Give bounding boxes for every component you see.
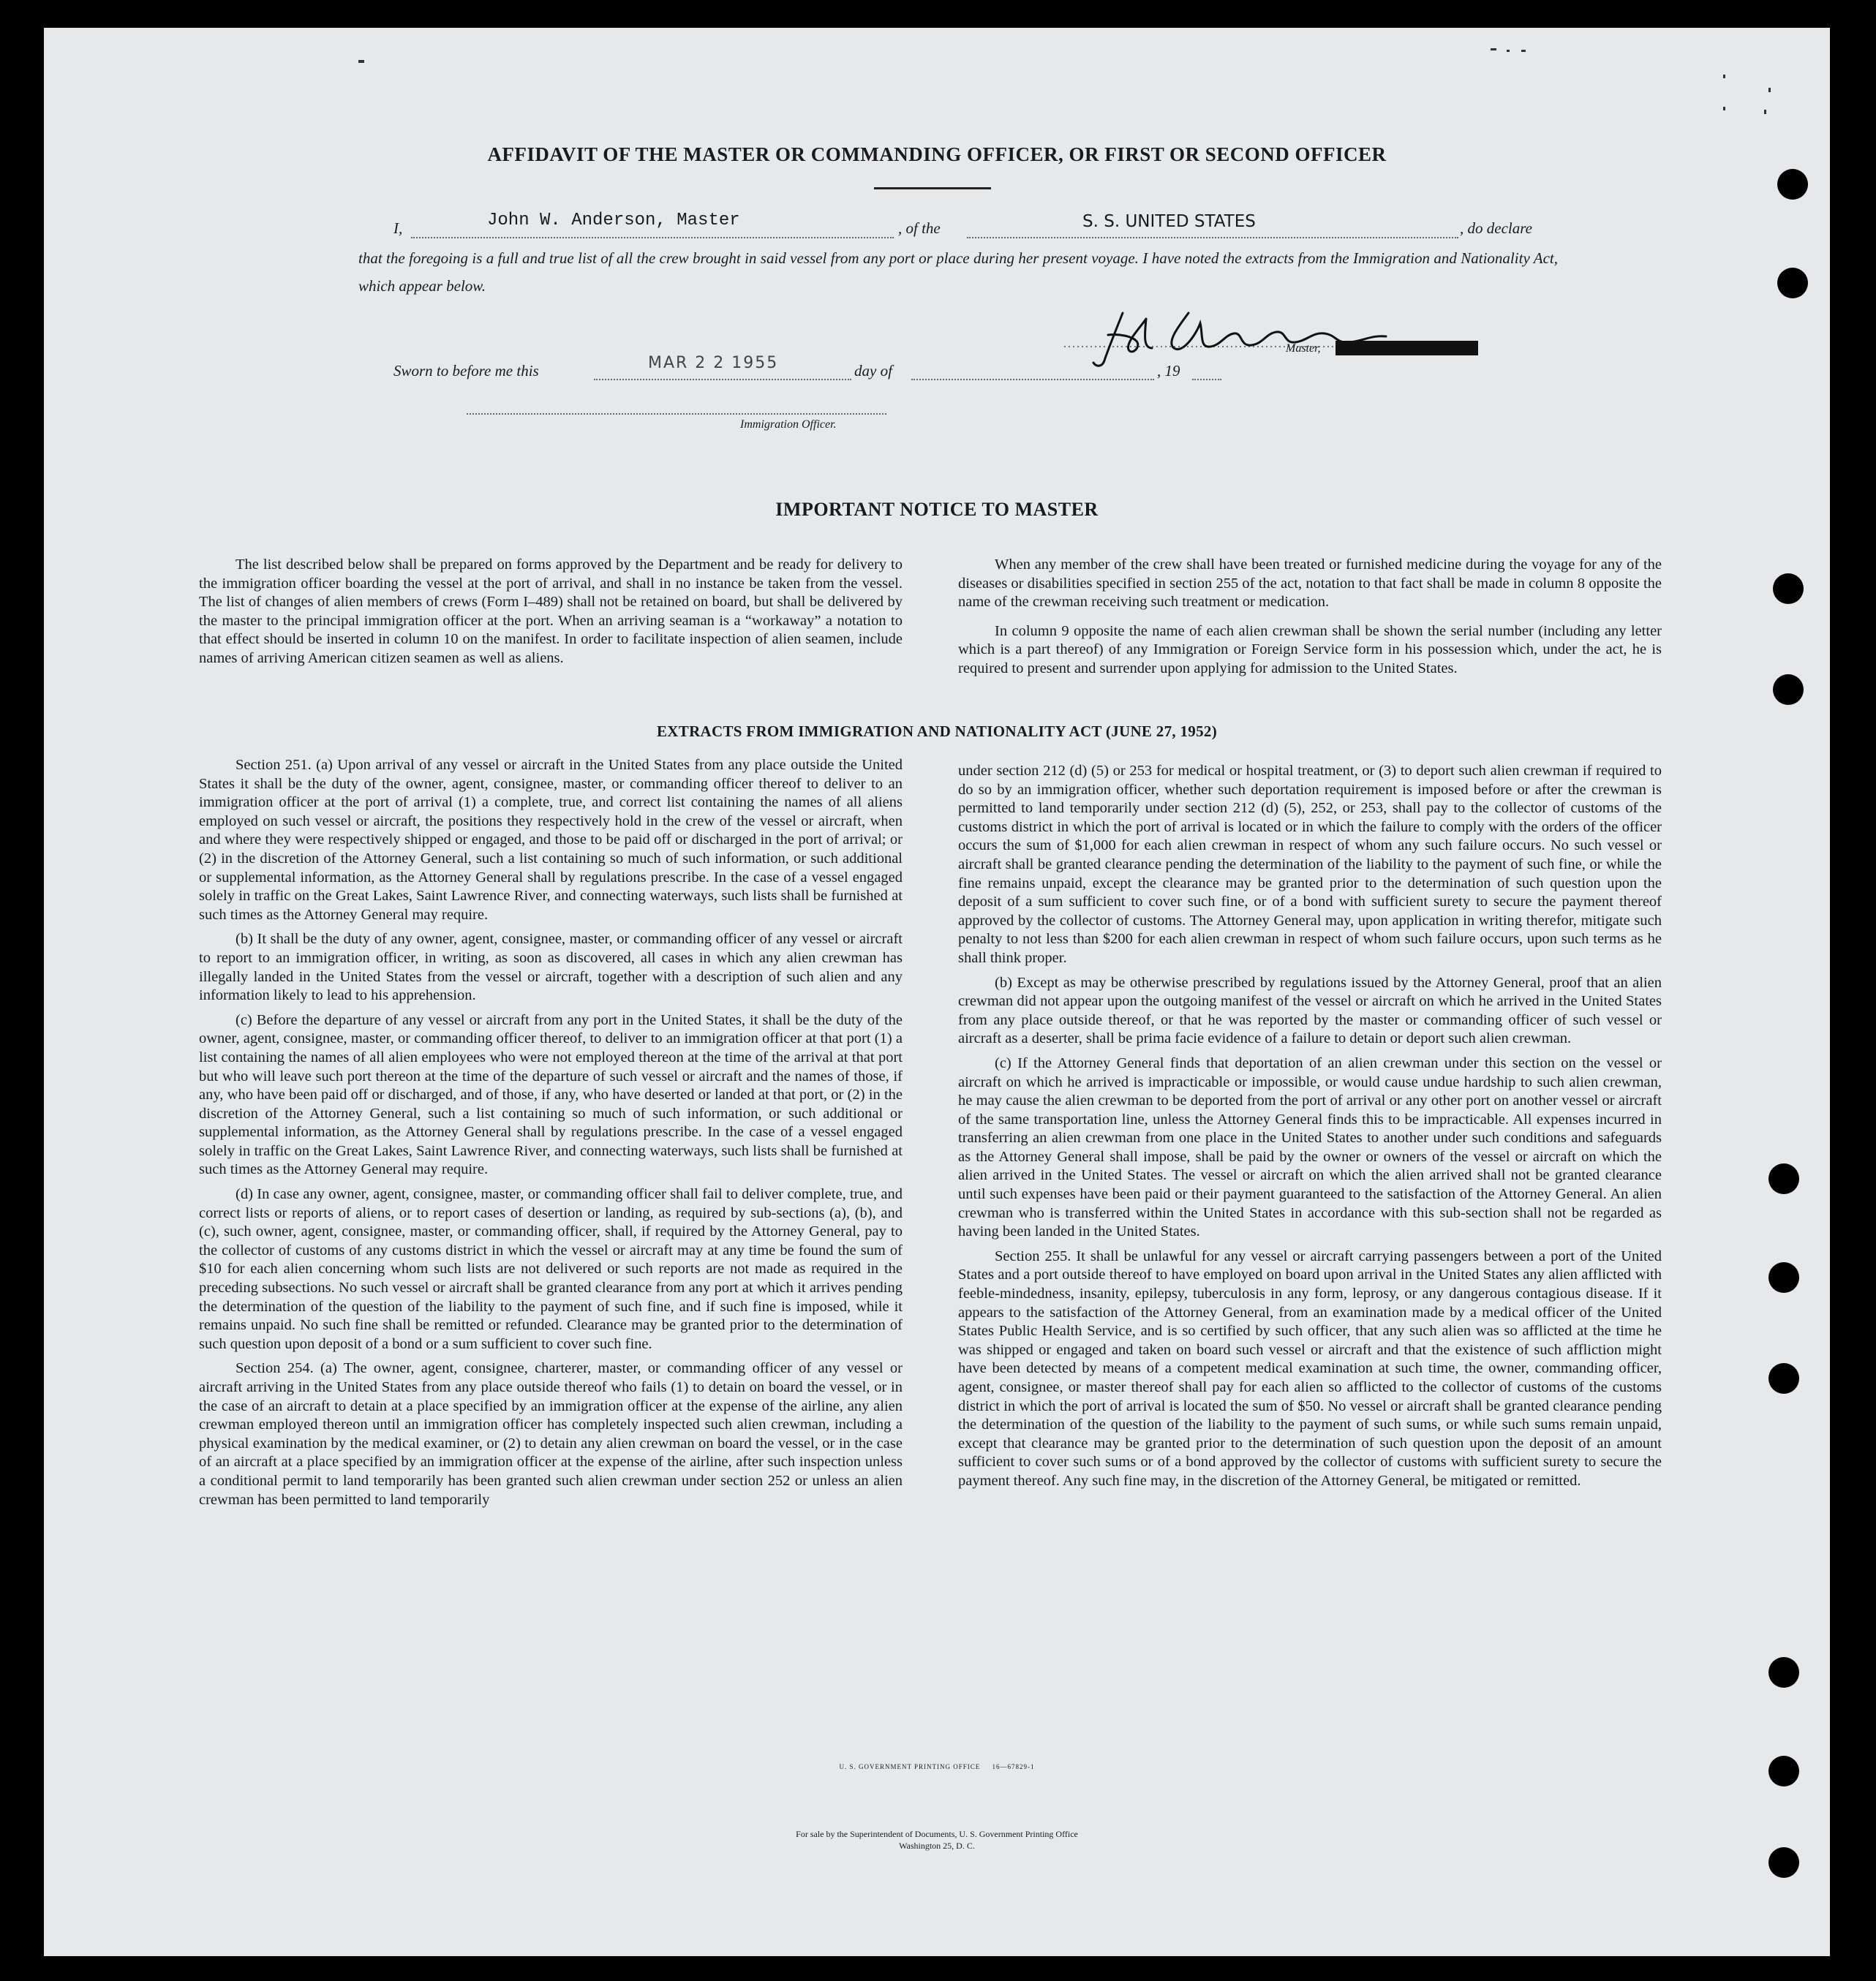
scan-speck: [1507, 50, 1510, 52]
section-paragraph: (c) If the Attorney General finds that deportation of an alien crewman under this section on the vessel or aircraft on which he arrived is impracticable or impossible, or would cause undue hardship to such alien crewman, he may cause the alien crewman to be deported from the port of arrival or any other port on another vessel or aircraft of the same transportation line, unless the Attorney General finds this to be impracticable. All expenses incurred in transferring an alien crewman from one place in the United States to another under such conditions and safeguards as the Attorney General shall impose, shall be paid by the owner or owners of the vessel or aircraft on which the alien arrived in the United States. The vessel or aircraft on which the alien arrived shall not be granted clearance until such expenses have been paid or their payment guaranteed to the satisfaction of the Attorney General. An alien crewman who is transferred within the United States in accordance with this sub-section shall not be regarded as having been landed in the United States.: [958, 1054, 1662, 1240]
punch-hole: [1768, 1262, 1799, 1293]
notice-heading: IMPORTANT NOTICE TO MASTER: [775, 499, 1099, 520]
punch-hole: [1768, 1163, 1799, 1194]
scan-speck: [1491, 48, 1496, 50]
punch-hole: [1777, 268, 1808, 298]
punch-hole: [1773, 573, 1804, 604]
sworn-date-stamp: MAR 2 2 1955: [648, 354, 779, 372]
notice-left-column: [199, 556, 903, 674]
section-paragraph: (c) Before the departure of any vessel or aircraft from any port in the United States, it shall be the duty of the owner, agent, consignee, master, or commanding officer thereof, to deliver to an immigration officer at that port (1) a list containing the names of all alien employees who were not employed thereon at the time of the arrival at that port but who will leave such port thereon at the time of the departure of such vessel or aircraft and the names of those, if any, who have been paid off or discharged, and of those, if any, who have deserted or landed at that port, or (2) in the discretion of the Attorney General, such a list containing so much of such information, or such additional or supplemental information, as the Attorney General shall by regulations prescribe. In the case of a vessel engaged solely in traffic on the Great Lakes, Saint Lawrence River, and connecting waterways, such lists shall be furnished at such times as the Attorney General may require.: [199, 1011, 903, 1178]
scan-speck: [1521, 50, 1526, 52]
extracts-right-column: [958, 762, 1662, 1497]
notice-right-paragraph: In column 9 opposite the name of each alien crewman shall be shown the serial number (including any letter which is a part thereof) of any Immigration or Foreign Service form in his possession which, under the act, he is required to present and surrender upon applying for admission to the United States.: [958, 622, 1662, 676]
document-page: [44, 28, 1830, 1956]
signature-block: [1064, 291, 1503, 375]
section-paragraph: Section 251. (a) Upon arrival of any vessel or aircraft in the United States from any place outside the United States it shall be the duty of the owner, agent, consignee, master, or commanding officer thereof to deliver to an immigration officer at the port of arrival (1) a complete, true, and correct list containing the names of all aliens employed on such vessel or aircraft, the positions they respectively hold in the crew of the vessel or aircraft, when and where they were respectively shipped or engaged, and those to be paid off or discharged in the port of arrival; or (2) in the discretion of the Attorney General, such a list containing so much of such information, or such additional or supplemental information, as the Attorney General shall by regulations prescribe. In the case of a vessel engaged solely in traffic on the Great Lakes, Saint Lawrence River, and connecting waterways, such lists shall be furnished at such times as the Attorney General may require.: [199, 757, 903, 923]
punch-hole: [1773, 674, 1804, 705]
section-paragraph: (b) Except as may be otherwise prescribed by regulations issued by the Attorney General, proof that an alien crewman did not appear upon the outgoing manifest of the vessel or aircraft on which he arrived in the United States from any place outside thereof, or that he was reported by the master or commanding officer of such vessel or aircraft as a deserter, shall be prima facie evidence of a failure to detain or deport such alien crewman.: [958, 974, 1662, 1047]
scan-speck: [1723, 107, 1725, 110]
punch-hole: [1768, 1363, 1799, 1394]
section-paragraph: Section 255. It shall be unlawful for any vessel or aircraft carrying passengers between a port of the United States and a port outside thereof to have employed on board upon arrival in the United States any alien afflicted with feeble-mindedness, insanity, epilepsy, tuberculosis in any form, leprosy, or any dangerous contagious disease. If it appears to the satisfaction of the Attorney General, from an examination made by a medical officer of the United States Public Health Service, and is so certified by such officer, that any such alien was so afflicted at the time he was shipped or engaged and taken on board such vessel or aircraft and that the existence of such affliction might have been detected by means of a competent medical examination at such time, the owner, commanding officer, agent, consignee, or master thereof shall pay for each alien so afflicted to the collector of customs of the customs district in which the port of arrival is located the sum of $50. No vessel or aircraft shall be granted clearance pending the determination of the question of the liability to the payment of such sums, or while such sums remain unpaid, except that clearance may be granted prior to the determination of such question upon the deposit of an amount sufficient to cover such sums or of a bond approved by the collector of customs with sufficient surety to secure the payment thereof. Any such fine may, in the discretion of the Attorney General, be mitigated or remitted.: [958, 1248, 1662, 1489]
handwritten-signature-icon: [1064, 291, 1503, 371]
year-line: [1192, 379, 1221, 380]
day-of-label: day of: [854, 362, 892, 380]
sale-notice-line2: Washington 25, D. C.: [899, 1841, 975, 1851]
punch-hole: [1768, 1847, 1799, 1878]
month-line: [911, 379, 1154, 380]
of-the-label: , of the: [898, 219, 941, 237]
punch-hole: [1768, 1657, 1799, 1688]
scan-speck: [358, 60, 364, 63]
master-label: Master,: [1286, 342, 1321, 355]
section-paragraph: (d) In case any owner, agent, consignee, master, or commanding officer shall fail to deliver complete, true, and correct lists or reports of aliens, or to report cases of desertion or landing, as required by sub-sections (a), (b), and (c), such owner, agent, consignee, master, or commanding officer, shall, if required by the Attorney General, pay to the collector of customs of any customs district in which the vessel or aircraft may at any time be found the sum of $10 for each alien concerning whom such lists are not delivered or such reports are not made as required in the preceding subsections. No such vessel or aircraft shall be granted clearance from any port at which it arrives pending the determination of the question of the liability to the payment of such fine, and if such fine is imposed, while it remains unpaid. No such fine shall be remitted or refunded. Clearance may be granted prior to the determination of such question upon deposit of a bond or a sum sufficient to cover such fine.: [199, 1186, 903, 1352]
sale-notice-line1: For sale by the Superintendent of Documents, U. S. Government Printing Office: [796, 1829, 1078, 1839]
section-paragraph: (b) It shall be the duty of any owner, agent, consignee, master, or commanding officer of any vessel or aircraft to report to an immigration officer, in writing, as soon as discovered, all cases in which any alien crewman has illegally landed in the United States from the vessel or aircraft, together with a description of such alien and any information likely to lead to his apprehension.: [199, 931, 903, 1004]
master-name: John W. Anderson, Master: [487, 211, 740, 230]
affidavit-title: AFFIDAVIT OF THE MASTER OR COMMANDING OFFICER, OR FIRST OR SECOND OFFICER: [487, 143, 1387, 165]
sworn-label: Sworn to before me this: [393, 362, 539, 380]
section-paragraph: Section 254. (a) The owner, agent, consignee, charterer, master, or commanding officer of any vessel or aircraft arriving in the United States from any place outside thereof who fails (1) to detain on board the vessel, or in the case of an aircraft to detain at a place specified by an immigration officer at the expense of the airline, any alien crewman employed thereon until an immigration officer has completely inspected such alien crewman, including a physical examination by the medical examiner, or (2) to detain any alien crewman on board the vessel, or in the case of an aircraft at a place specified by an immigration officer at the expense of the airline, after such inspection unless a conditional permit to land temporarily has been granted such alien crewman under section 252 or unless an alien crewman has been permitted to land temporarily: [199, 1360, 903, 1508]
notice-right-paragraph: When any member of the crew shall have been treated or furnished medicine during the voyage for any of the diseases or disabilities specified in section 255 of the act, notation to that fact shall be made in column 8 opposite the name of the crewman receiving such treatment or medication.: [958, 556, 1662, 611]
scan-speck: [1723, 75, 1725, 78]
scan-speck: [1764, 110, 1766, 114]
vessel-name-line: [967, 237, 1458, 238]
declaration-i: I,: [393, 219, 403, 237]
notice-right-column: [958, 556, 1662, 684]
extracts-left-column: [199, 756, 903, 1515]
section-paragraph: under section 212 (d) (5) or 253 for medical or hospital treatment, or (3) to deport such alien crewman if required to do so by an immigration officer, whether such deportation requirement is imposed before or after the crewman is permitted to land temporarily under section 212 (d) (5), 252, or 253, shall pay to the collector of customs of the customs district in which the port of arrival is located or in which the failure to comply with the orders of the officer occurs the sum of $1,000 for each alien crewman in respect of whom any such failure occurs. No such vessel or aircraft shall be granted clearance pending the determination of the liability to the payment of such fine, or while the fine remains unpaid, except the clearance may be granted prior to the determination of such question upon the deposit of a sum sufficient to cover such fine, or of a bond with sufficient surety to secure the payment thereof approved by the collector of customs. The Attorney General may, upon application in writing therefor, mitigate such penalty to not less than $200 for each alien crewman in respect of whom such failure occurs, upon such terms as he shall think proper.: [958, 763, 1662, 966]
declaration-text: that the foregoing is a full and true list of all the crew brought in said vessel from any port or place during her present voyage. I have noted the extracts from the Immigration and Nationality Act, which appear below.: [358, 249, 1558, 295]
punch-hole: [1777, 169, 1808, 200]
immigration-officer-label: Immigration Officer.: [740, 418, 837, 431]
extracts-heading: EXTRACTS FROM IMMIGRATION AND NATIONALITY ACT (JUNE 27, 1952): [657, 722, 1217, 740]
sworn-date-line: [594, 379, 851, 380]
vessel-name: S. S. UNITED STATES: [1082, 212, 1256, 231]
scan-speck: [1768, 88, 1771, 92]
immigration-officer-line: [467, 413, 886, 415]
redaction-bar: [1336, 341, 1478, 355]
year-label: , 19: [1157, 362, 1180, 380]
gpo-imprint: U. S. GOVERNMENT PRINTING OFFICE 16—67829-1: [839, 1763, 1035, 1770]
title-rule: [874, 187, 991, 189]
notice-left-paragraph: The list described below shall be prepared on forms approved by the Department and be ready for delivery to the immigration officer boarding the vessel at the port of arrival, and shall in no instance be taken from the vessel. The list of changes of alien members of crews (Form I–489) shall not be retained on board, but shall be delivered by the master to the principal immigration officer at the port. When an arriving seaman is a “workaway” a notation to that effect should be inserted in column 10 on the manifest. In order to facilitate inspection of alien seamen, include names of arriving American citizen seamen as well as aliens.: [199, 556, 903, 666]
do-declare-label: , do declare: [1460, 219, 1532, 237]
master-name-line: [411, 237, 894, 238]
